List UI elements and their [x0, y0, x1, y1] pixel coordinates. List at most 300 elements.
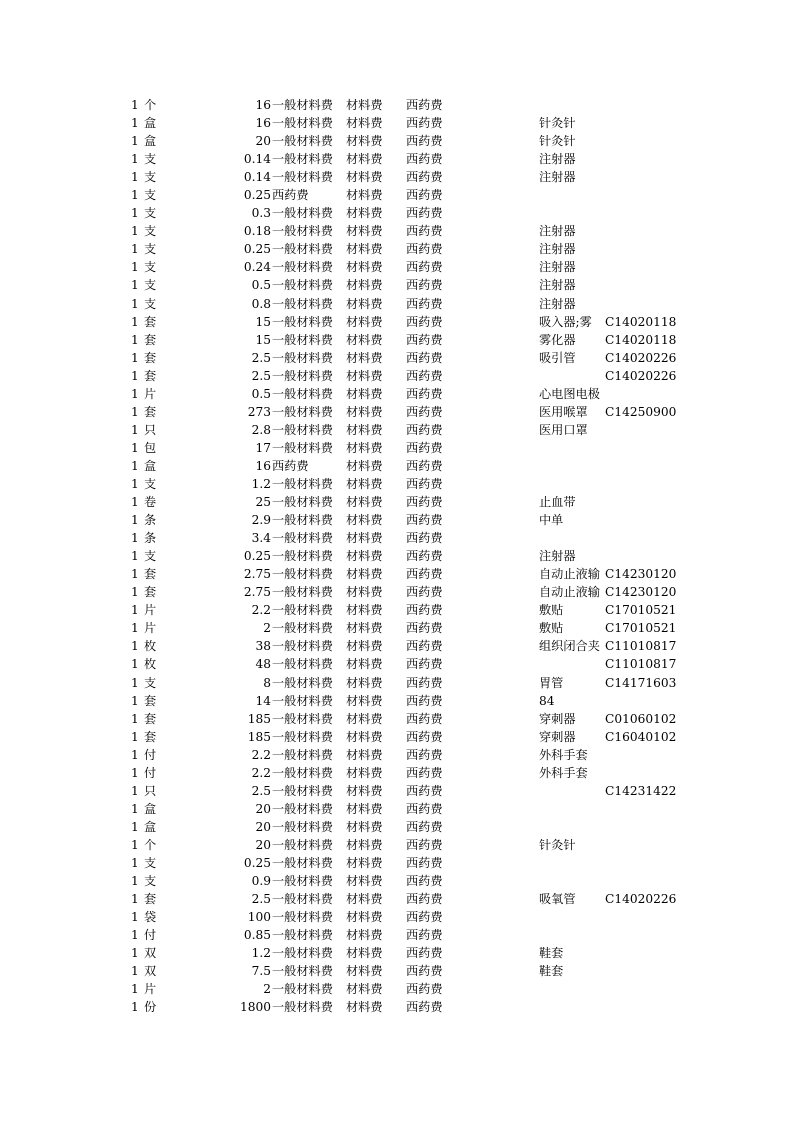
fee-category-cell: 一般材料费	[272, 585, 333, 600]
quantity-cell: 1	[131, 747, 139, 762]
material-fee-cell: 材料费	[346, 98, 383, 112]
quantity-cell: 1	[131, 657, 139, 672]
unit-cell: 套	[144, 368, 157, 383]
item-name-cell: 敷贴	[539, 603, 564, 618]
material-fee-cell: 材料费	[346, 314, 383, 329]
table-row	[0, 692, 793, 710]
price-cell: 48	[255, 657, 271, 672]
quantity-cell: 1	[131, 837, 139, 852]
quantity-cell: 1	[131, 224, 139, 239]
item-name-cell: 针灸针	[539, 116, 576, 131]
price-cell: 16	[255, 458, 271, 473]
price-cell: 2.5	[251, 892, 271, 907]
material-fee-cell: 材料费	[346, 585, 383, 600]
material-fee-cell: 材料费	[346, 495, 383, 510]
material-fee-cell: 材料费	[346, 603, 383, 618]
fee-category-cell: 一般材料费	[272, 224, 333, 239]
quantity-cell: 1	[131, 513, 139, 528]
drug-fee-cell: 西药费	[406, 585, 443, 600]
table-row	[0, 204, 793, 222]
price-cell: 0.3	[251, 206, 271, 221]
price-cell: 14	[255, 693, 271, 708]
item-name-cell: 组织闭合夹	[539, 639, 600, 654]
unit-cell: 套	[144, 892, 157, 907]
material-fee-cell: 材料费	[346, 332, 383, 347]
unit-cell: 套	[144, 729, 157, 744]
price-cell: 7.5	[251, 964, 271, 979]
unit-cell: 套	[144, 350, 157, 365]
unit-cell: 份	[144, 1000, 157, 1015]
material-fee-cell: 材料费	[346, 711, 383, 726]
fee-category-cell: 一般材料费	[272, 982, 333, 997]
quantity-cell: 1	[131, 928, 139, 943]
table-row	[0, 890, 793, 908]
price-cell: 0.14	[243, 152, 271, 167]
fee-category-cell: 一般材料费	[272, 368, 333, 383]
fee-category-cell: 一般材料费	[272, 892, 333, 907]
unit-cell: 个	[144, 98, 157, 112]
table-row	[0, 331, 793, 349]
material-fee-cell: 材料费	[346, 982, 383, 997]
material-fee-cell: 材料费	[346, 964, 383, 979]
quantity-cell: 1	[131, 693, 139, 708]
material-fee-cell: 材料费	[346, 675, 383, 690]
price-cell: 2.8	[251, 422, 271, 437]
table-row	[0, 674, 793, 692]
fee-category-cell: 一般材料费	[272, 422, 333, 437]
material-fee-cell: 材料费	[346, 278, 383, 293]
price-cell: 3.4	[251, 531, 271, 546]
item-code-cell: C14171603	[605, 675, 677, 690]
table-row	[0, 475, 793, 493]
fee-category-cell: 一般材料费	[272, 296, 333, 311]
quantity-cell: 1	[131, 603, 139, 618]
unit-cell: 只	[144, 783, 157, 798]
price-cell: 20	[255, 801, 271, 816]
material-fee-cell: 材料费	[346, 242, 383, 257]
item-name-cell: 注射器	[539, 152, 576, 167]
item-name-cell: 针灸针	[539, 134, 576, 149]
fee-category-cell: 一般材料费	[272, 404, 333, 419]
drug-fee-cell: 西药费	[406, 837, 443, 852]
unit-cell: 条	[144, 513, 157, 528]
drug-fee-cell: 西药费	[406, 783, 443, 798]
drug-fee-cell: 西药费	[406, 729, 443, 744]
material-fee-cell: 材料费	[346, 422, 383, 437]
item-name-cell: 外科手套	[539, 765, 588, 780]
item-name-cell: 胃管	[539, 675, 564, 690]
fee-category-cell: 一般材料费	[272, 98, 333, 112]
quantity-cell: 1	[131, 639, 139, 654]
drug-fee-cell: 西药费	[406, 982, 443, 997]
unit-cell: 盒	[144, 116, 157, 131]
fee-category-cell: 一般材料费	[272, 855, 333, 870]
quantity-cell: 1	[131, 585, 139, 600]
drug-fee-cell: 西药费	[406, 892, 443, 907]
price-cell: 0.5	[251, 278, 271, 293]
quantity-cell: 1	[131, 350, 139, 365]
price-cell: 0.25	[243, 855, 271, 870]
item-name-cell: 自动止液输	[539, 567, 600, 582]
fee-category-cell: 一般材料费	[272, 603, 333, 618]
unit-cell: 支	[144, 296, 157, 311]
quantity-cell: 1	[131, 170, 139, 185]
item-code-cell: C01060102	[605, 711, 677, 726]
drug-fee-cell: 西药费	[406, 693, 443, 708]
drug-fee-cell: 西药费	[406, 170, 443, 185]
quantity-cell: 1	[131, 458, 139, 473]
material-fee-cell: 材料费	[346, 170, 383, 185]
fee-category-cell: 一般材料费	[272, 1000, 333, 1015]
material-fee-cell: 材料费	[346, 801, 383, 816]
table-row	[0, 764, 793, 782]
price-cell: 8	[263, 675, 271, 690]
unit-cell: 支	[144, 874, 157, 889]
item-name-cell: 医用口罩	[539, 422, 588, 437]
price-cell: 0.18	[243, 224, 271, 239]
unit-cell: 套	[144, 693, 157, 708]
unit-cell: 支	[144, 152, 157, 167]
fee-category-cell: 一般材料费	[272, 549, 333, 564]
quantity-cell: 1	[131, 729, 139, 744]
fee-category-cell: 一般材料费	[272, 711, 333, 726]
drug-fee-cell: 西药费	[406, 910, 443, 925]
table-row	[0, 529, 793, 547]
item-name-cell: 针灸针	[539, 837, 576, 852]
quantity-cell: 1	[131, 206, 139, 221]
material-fee-cell: 材料费	[346, 386, 383, 401]
material-fee-cell: 材料费	[346, 134, 383, 149]
unit-cell: 支	[144, 855, 157, 870]
item-name-cell: 注射器	[539, 296, 576, 311]
table-row	[0, 150, 793, 168]
material-fee-cell: 材料费	[346, 260, 383, 275]
fee-category-cell: 一般材料费	[272, 928, 333, 943]
drug-fee-cell: 西药费	[406, 513, 443, 528]
table-row	[0, 818, 793, 836]
drug-fee-cell: 西药费	[406, 242, 443, 257]
price-cell: 1.2	[251, 476, 271, 491]
drug-fee-cell: 西药费	[406, 152, 443, 167]
price-cell: 0.5	[251, 386, 271, 401]
fee-category-cell: 一般材料费	[272, 260, 333, 275]
drug-fee-cell: 西药费	[406, 711, 443, 726]
fee-category-cell: 一般材料费	[272, 495, 333, 510]
unit-cell: 只	[144, 422, 157, 437]
quantity-cell: 1	[131, 621, 139, 636]
table-row	[0, 746, 793, 764]
unit-cell: 套	[144, 404, 157, 419]
item-name-cell: 雾化器	[539, 332, 576, 347]
quantity-cell: 1	[131, 422, 139, 437]
drug-fee-cell: 西药费	[406, 458, 443, 473]
material-fee-cell: 材料费	[346, 855, 383, 870]
item-code-cell: C14231422	[605, 783, 677, 798]
fee-category-cell: 一般材料费	[272, 837, 333, 852]
material-fee-cell: 材料费	[346, 476, 383, 491]
table-row	[0, 619, 793, 637]
table-row	[0, 186, 793, 204]
quantity-cell: 1	[131, 98, 139, 112]
table-row	[0, 872, 793, 890]
material-fee-cell: 材料费	[346, 188, 383, 203]
price-cell: 2.5	[251, 368, 271, 383]
table-row	[0, 944, 793, 962]
item-name-cell: 鞋套	[539, 946, 564, 961]
unit-cell: 付	[144, 928, 157, 943]
drug-fee-cell: 西药费	[406, 639, 443, 654]
table-row	[0, 439, 793, 457]
fee-category-cell: 一般材料费	[272, 531, 333, 546]
price-cell: 2	[263, 982, 271, 997]
item-name-cell: 注射器	[539, 549, 576, 564]
price-cell: 16	[255, 116, 271, 131]
price-cell: 0.25	[243, 242, 271, 257]
fee-category-cell: 一般材料费	[272, 639, 333, 654]
price-cell: 273	[247, 404, 271, 419]
fee-category-cell: 一般材料费	[272, 242, 333, 257]
item-name-cell: 穿刺器	[539, 729, 576, 744]
item-name-cell: 注射器	[539, 224, 576, 239]
quantity-cell: 1	[131, 819, 139, 834]
price-cell: 0.9	[251, 874, 271, 889]
unit-cell: 套	[144, 314, 157, 329]
table-row	[0, 854, 793, 872]
quantity-cell: 1	[131, 874, 139, 889]
quantity-cell: 1	[131, 964, 139, 979]
fee-category-cell: 一般材料费	[272, 783, 333, 798]
fee-category-cell: 一般材料费	[272, 386, 333, 401]
material-fee-cell: 材料费	[346, 368, 383, 383]
material-fee-cell: 材料费	[346, 531, 383, 546]
table-row	[0, 511, 793, 529]
drug-fee-cell: 西药费	[406, 386, 443, 401]
drug-fee-cell: 西药费	[406, 765, 443, 780]
material-fee-cell: 材料费	[346, 621, 383, 636]
price-cell: 1800	[239, 1000, 271, 1015]
quantity-cell: 1	[131, 855, 139, 870]
drug-fee-cell: 西药费	[406, 621, 443, 636]
fee-category-cell: 一般材料费	[272, 946, 333, 961]
unit-cell: 片	[144, 621, 157, 636]
item-name-cell: 止血带	[539, 495, 576, 510]
material-fee-cell: 材料费	[346, 874, 383, 889]
item-name-cell: 吸引管	[539, 350, 576, 365]
quantity-cell: 1	[131, 982, 139, 997]
table-row	[0, 295, 793, 313]
price-cell: 0.14	[243, 170, 271, 185]
table-row	[0, 276, 793, 294]
item-code-cell: C11010817	[605, 639, 677, 654]
fee-category-cell: 一般材料费	[272, 567, 333, 582]
unit-cell: 支	[144, 170, 157, 185]
unit-cell: 个	[144, 837, 157, 852]
drug-fee-cell: 西药费	[406, 801, 443, 816]
drug-fee-cell: 西药费	[406, 531, 443, 546]
table-row	[0, 385, 793, 403]
item-name-cell: 注射器	[539, 278, 576, 293]
unit-cell: 盒	[144, 134, 157, 149]
unit-cell: 双	[144, 946, 157, 961]
material-fee-cell: 材料费	[346, 765, 383, 780]
fee-category-cell: 一般材料费	[272, 116, 333, 131]
table-row	[0, 547, 793, 565]
drug-fee-cell: 西药费	[406, 819, 443, 834]
price-cell: 20	[255, 134, 271, 149]
table-row	[0, 728, 793, 746]
quantity-cell: 1	[131, 260, 139, 275]
price-cell: 17	[255, 440, 271, 455]
unit-cell: 枚	[144, 657, 157, 672]
fee-category-cell: 一般材料费	[272, 513, 333, 528]
drug-fee-cell: 西药费	[406, 657, 443, 672]
item-code-cell: C14020118	[605, 314, 677, 329]
quantity-cell: 1	[131, 296, 139, 311]
item-code-cell: C14230120	[605, 567, 677, 582]
drug-fee-cell: 西药费	[406, 747, 443, 762]
unit-cell: 支	[144, 675, 157, 690]
drug-fee-cell: 西药费	[406, 874, 443, 889]
fee-category-cell: 一般材料费	[272, 747, 333, 762]
item-code-cell: C14020226	[605, 350, 677, 365]
table-row	[0, 258, 793, 276]
drug-fee-cell: 西药费	[406, 440, 443, 455]
table-row	[0, 998, 793, 1016]
quantity-cell: 1	[131, 116, 139, 131]
drug-fee-cell: 西药费	[406, 1000, 443, 1015]
quantity-cell: 1	[131, 675, 139, 690]
fee-category-cell: 一般材料费	[272, 314, 333, 329]
material-fee-cell: 材料费	[346, 224, 383, 239]
fee-category-cell: 一般材料费	[272, 910, 333, 925]
material-fee-cell: 材料费	[346, 783, 383, 798]
table-row	[0, 782, 793, 800]
material-fee-cell: 材料费	[346, 729, 383, 744]
unit-cell: 支	[144, 476, 157, 491]
item-name-cell: 心电图电极	[539, 386, 600, 401]
item-code-cell: C16040102	[605, 729, 677, 744]
drug-fee-cell: 西药费	[406, 314, 443, 329]
drug-fee-cell: 西药费	[406, 946, 443, 961]
quantity-cell: 1	[131, 314, 139, 329]
quantity-cell: 1	[131, 1000, 139, 1015]
fee-category-cell: 一般材料费	[272, 350, 333, 365]
table-row	[0, 565, 793, 583]
price-cell: 0.25	[243, 549, 271, 564]
drug-fee-cell: 西药费	[406, 368, 443, 383]
price-cell: 1.2	[251, 946, 271, 961]
fee-category-cell: 一般材料费	[272, 765, 333, 780]
drug-fee-cell: 西药费	[406, 134, 443, 149]
unit-cell: 付	[144, 747, 157, 762]
unit-cell: 套	[144, 711, 157, 726]
quantity-cell: 1	[131, 242, 139, 257]
unit-cell: 枚	[144, 639, 157, 654]
table-row	[0, 493, 793, 511]
drug-fee-cell: 西药费	[406, 98, 443, 112]
spreadsheet-table	[0, 96, 793, 1016]
drug-fee-cell: 西药费	[406, 603, 443, 618]
material-fee-cell: 材料费	[346, 567, 383, 582]
fee-category-cell: 一般材料费	[272, 621, 333, 636]
table-row	[0, 421, 793, 439]
quantity-cell: 1	[131, 495, 139, 510]
drug-fee-cell: 西药费	[406, 928, 443, 943]
price-cell: 15	[255, 314, 271, 329]
table-row	[0, 132, 793, 150]
price-cell: 25	[255, 495, 271, 510]
quantity-cell: 1	[131, 188, 139, 203]
item-name-cell: 鞋套	[539, 964, 564, 979]
item-code-cell: C14230120	[605, 585, 677, 600]
material-fee-cell: 材料费	[346, 892, 383, 907]
table-row	[0, 637, 793, 655]
fee-category-cell: 一般材料费	[272, 693, 333, 708]
drug-fee-cell: 西药费	[406, 116, 443, 131]
unit-cell: 套	[144, 567, 157, 582]
drug-fee-cell: 西药费	[406, 567, 443, 582]
item-name-cell: 医用喉罩	[539, 404, 588, 419]
unit-cell: 片	[144, 982, 157, 997]
table-row	[0, 962, 793, 980]
table-row	[0, 313, 793, 331]
table-row	[0, 114, 793, 132]
drug-fee-cell: 西药费	[406, 404, 443, 419]
unit-cell: 包	[144, 440, 157, 455]
fee-category-cell: 一般材料费	[272, 170, 333, 185]
unit-cell: 支	[144, 206, 157, 221]
drug-fee-cell: 西药费	[406, 296, 443, 311]
material-fee-cell: 材料费	[346, 350, 383, 365]
fee-category-cell: 西药费	[272, 188, 309, 203]
fee-category-cell: 一般材料费	[272, 206, 333, 221]
item-name-cell: 敷贴	[539, 621, 564, 636]
material-fee-cell: 材料费	[346, 116, 383, 131]
table-row	[0, 240, 793, 258]
unit-cell: 盒	[144, 819, 157, 834]
price-cell: 2.75	[243, 585, 271, 600]
item-name-cell: 吸氧管	[539, 892, 576, 907]
unit-cell: 支	[144, 188, 157, 203]
drug-fee-cell: 西药费	[406, 350, 443, 365]
price-cell: 2	[263, 621, 271, 636]
item-code-cell: C11010817	[605, 657, 677, 672]
unit-cell: 支	[144, 224, 157, 239]
price-cell: 2.2	[251, 747, 271, 762]
fee-category-cell: 一般材料费	[272, 964, 333, 979]
drug-fee-cell: 西药费	[406, 549, 443, 564]
quantity-cell: 1	[131, 440, 139, 455]
fee-category-cell: 一般材料费	[272, 675, 333, 690]
item-name-cell: 84	[539, 693, 555, 708]
material-fee-cell: 材料费	[346, 819, 383, 834]
item-name-cell: 注射器	[539, 242, 576, 257]
material-fee-cell: 材料费	[346, 747, 383, 762]
price-cell: 185	[247, 711, 271, 726]
material-fee-cell: 材料费	[346, 206, 383, 221]
quantity-cell: 1	[131, 332, 139, 347]
drug-fee-cell: 西药费	[406, 278, 443, 293]
item-code-cell: C17010521	[605, 621, 677, 636]
item-code-cell: C14020226	[605, 368, 677, 383]
table-row	[0, 403, 793, 421]
quantity-cell: 1	[131, 801, 139, 816]
material-fee-cell: 材料费	[346, 152, 383, 167]
item-name-cell: 外科手套	[539, 747, 588, 762]
table-row	[0, 367, 793, 385]
item-code-cell: C17010521	[605, 603, 677, 618]
drug-fee-cell: 西药费	[406, 495, 443, 510]
